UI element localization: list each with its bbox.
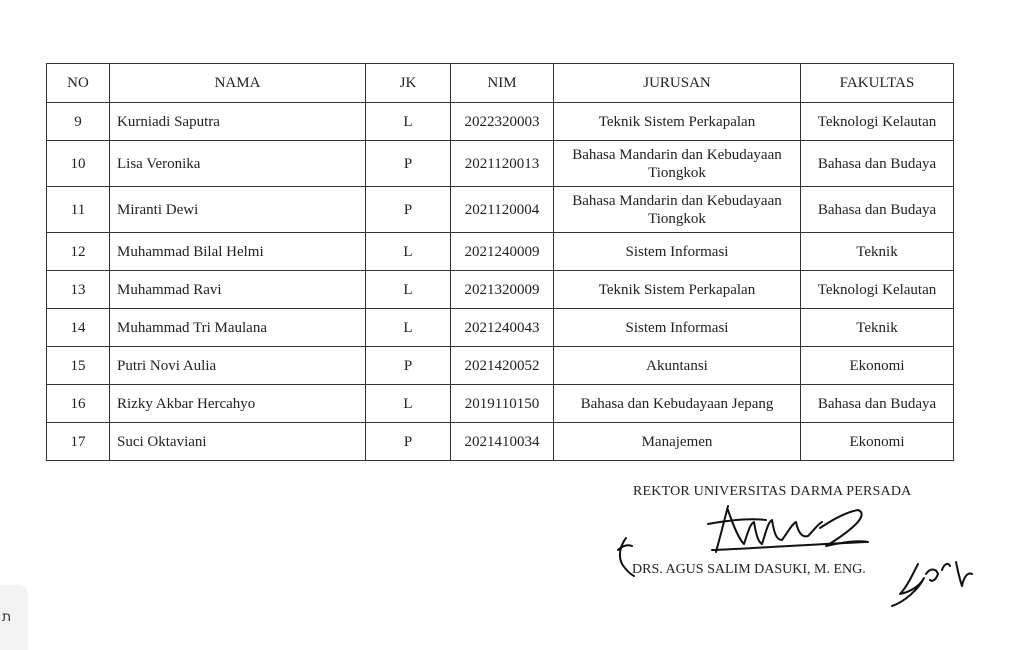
cell-nama: Rizky Akbar Hercahyo — [110, 385, 366, 423]
cell-jk: P — [366, 141, 451, 187]
cell-nama: Suci Oktaviani — [110, 423, 366, 461]
cell-fakultas: Bahasa dan Budaya — [801, 385, 954, 423]
cell-jurusan: Sistem Informasi — [554, 309, 801, 347]
cell-jurusan: Akuntansi — [554, 347, 801, 385]
cell-nama: Kurniadi Saputra — [110, 103, 366, 141]
table-row — [47, 187, 954, 233]
cell-jurusan: Bahasa dan Kebudayaan Jepang — [554, 385, 801, 423]
cell-nim: 2021410034 — [451, 423, 554, 461]
cell-jurusan: Bahasa Mandarin dan Kebudayaan Tiongkok — [554, 141, 801, 187]
rector-title: REKTOR UNIVERSITAS DARMA PERSADA — [633, 484, 912, 499]
cell-jurusan: Sistem Informasi — [554, 233, 801, 271]
corner-glyph: ת — [2, 609, 12, 625]
cell-nama: Miranti Dewi — [110, 187, 366, 233]
cell-nama: Lisa Veronika — [110, 141, 366, 187]
cell-fakultas: Teknik — [801, 233, 954, 271]
cell-nama: Putri Novi Aulia — [110, 347, 366, 385]
rector-name: DRS. AGUS SALIM DASUKI, M. ENG. — [632, 562, 866, 577]
table-row — [47, 141, 954, 187]
cell-fakultas: Bahasa dan Budaya — [801, 141, 954, 187]
cell-nim: 2021120013 — [451, 141, 554, 187]
header-fakultas: FAKULTAS — [801, 64, 954, 103]
table-row — [47, 103, 954, 141]
cell-jk: P — [366, 187, 451, 233]
cell-nama: Muhammad Ravi — [110, 271, 366, 309]
cell-jurusan: Bahasa Mandarin dan Kebudayaan Tiongkok — [554, 187, 801, 233]
cell-nim: 2021120004 — [451, 187, 554, 233]
cell-fakultas: Bahasa dan Budaya — [801, 187, 954, 233]
cell-no: 10 — [47, 141, 110, 187]
signature-block — [600, 480, 1020, 650]
cell-nama: Muhammad Tri Maulana — [110, 309, 366, 347]
cell-jurusan: Manajemen — [554, 423, 801, 461]
cell-fakultas: Teknologi Kelautan — [801, 271, 954, 309]
table-row — [47, 423, 954, 461]
cell-nim: 2019110150 — [451, 385, 554, 423]
cell-fakultas: Ekonomi — [801, 423, 954, 461]
cell-jurusan: Teknik Sistem Perkapalan — [554, 271, 801, 309]
cell-nim: 2021240009 — [451, 233, 554, 271]
header-jk: JK — [366, 64, 451, 103]
header-jurusan: JURUSAN — [554, 64, 801, 103]
cell-no: 13 — [47, 271, 110, 309]
cell-jk: P — [366, 347, 451, 385]
table-row — [47, 385, 954, 423]
header-no: NO — [47, 64, 110, 103]
table-row — [47, 271, 954, 309]
cell-nim: 2022320003 — [451, 103, 554, 141]
header-nama: NAMA — [110, 64, 366, 103]
corner-tab — [0, 585, 28, 650]
cell-no: 14 — [47, 309, 110, 347]
cell-jk: L — [366, 385, 451, 423]
cell-no: 12 — [47, 233, 110, 271]
cell-nim: 2021420052 — [451, 347, 554, 385]
cell-jurusan: Teknik Sistem Perkapalan — [554, 103, 801, 141]
table-row — [47, 347, 954, 385]
cell-no: 9 — [47, 103, 110, 141]
table-header-row — [47, 64, 954, 103]
cell-no: 16 — [47, 385, 110, 423]
table-row — [47, 309, 954, 347]
student-table — [46, 63, 954, 461]
cell-no: 11 — [47, 187, 110, 233]
cell-fakultas: Teknik — [801, 309, 954, 347]
table-row — [47, 233, 954, 271]
cell-jk: L — [366, 309, 451, 347]
cell-fakultas: Teknologi Kelautan — [801, 103, 954, 141]
cell-nim: 2021320009 — [451, 271, 554, 309]
cell-jk: L — [366, 233, 451, 271]
cell-jk: L — [366, 271, 451, 309]
cell-nim: 2021240043 — [451, 309, 554, 347]
header-nim: NIM — [451, 64, 554, 103]
cell-jk: P — [366, 423, 451, 461]
cell-no: 17 — [47, 423, 110, 461]
cell-nama: Muhammad Bilal Helmi — [110, 233, 366, 271]
cell-jk: L — [366, 103, 451, 141]
cell-no: 15 — [47, 347, 110, 385]
cell-fakultas: Ekonomi — [801, 347, 954, 385]
